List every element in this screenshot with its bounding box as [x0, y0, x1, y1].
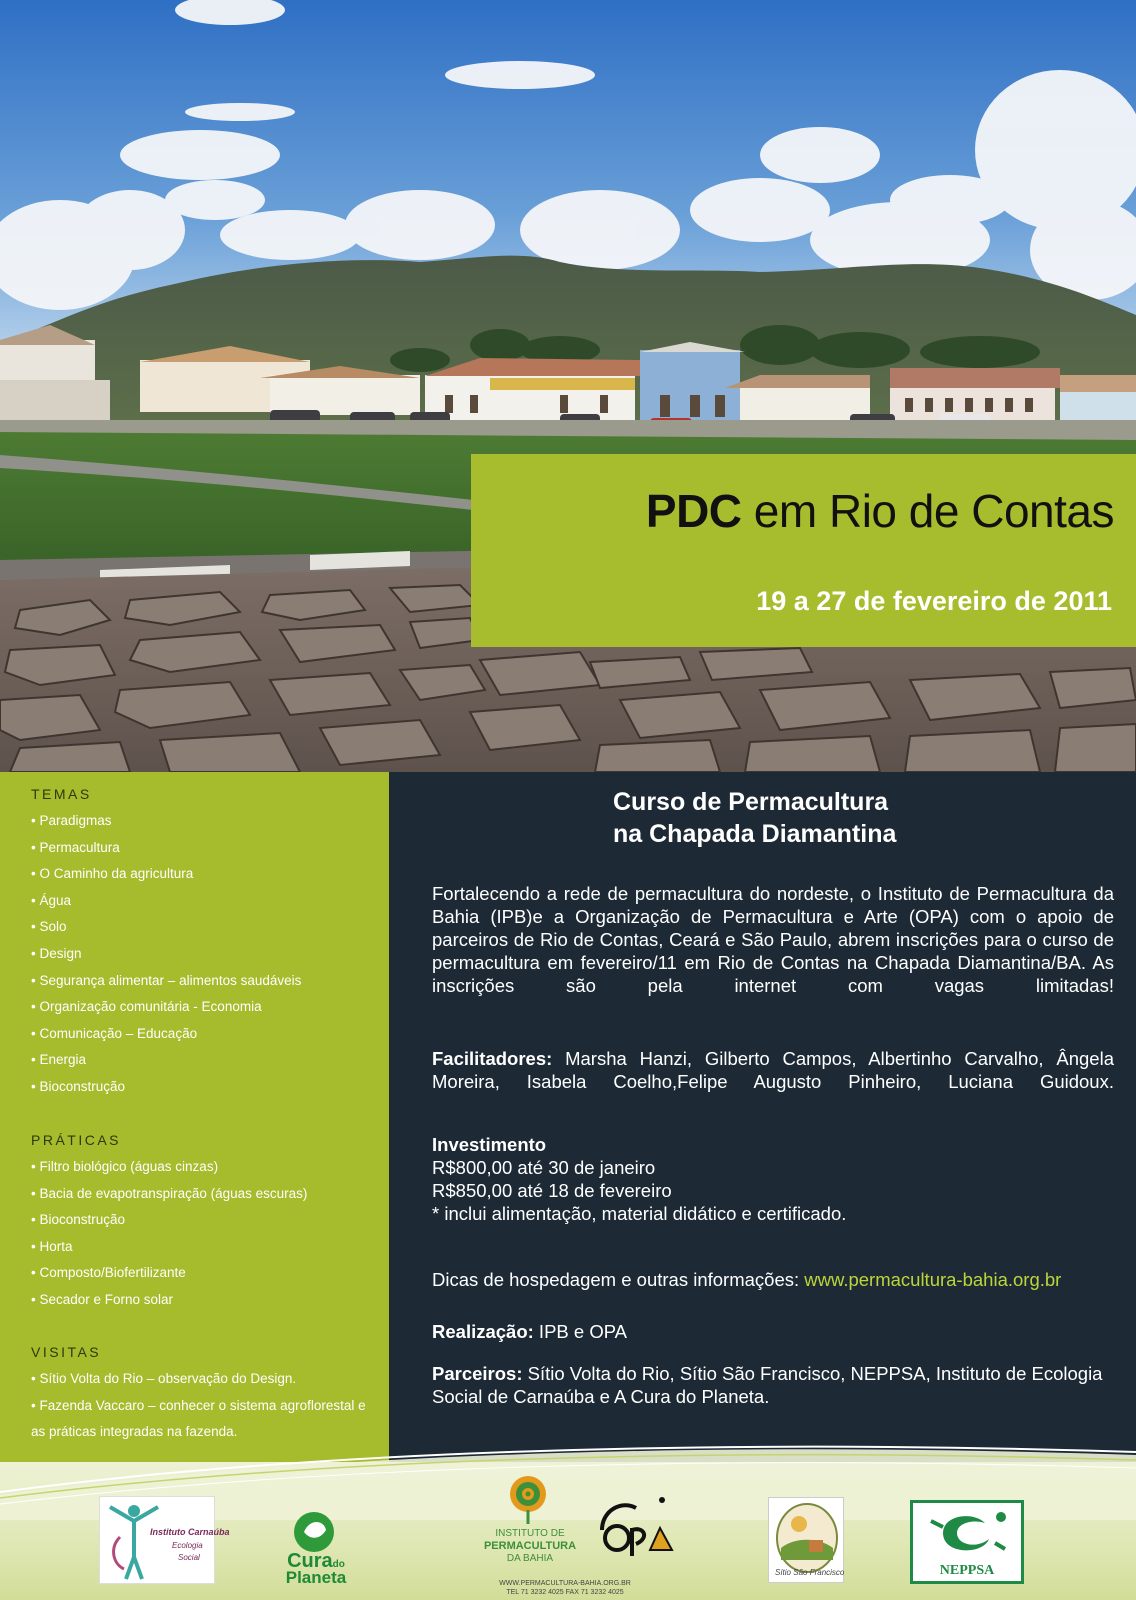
investimento-line: R$800,00 até 30 de janeiro — [432, 1157, 656, 1178]
list-item: • Filtro biológico (águas cinzas) — [31, 1154, 307, 1181]
list-item: • Bioconstrução — [31, 1074, 301, 1101]
opa-icon — [592, 1490, 676, 1570]
ipb-line: DA BAHIA — [506, 1553, 554, 1564]
ipb-url: WWW.PERMACULTURA-BAHIA.ORG.BR — [499, 1580, 631, 1587]
facilitadores-paragraph — [432, 1047, 1114, 1093]
facilitadores-label: Facilitadores: — [432, 1048, 553, 1069]
ipb-phone: TEL 71 3232 4025 FAX 71 3232 4025 — [506, 1589, 624, 1596]
sitio-name: Sítio São Francisco — [775, 1568, 845, 1577]
website-link[interactable]: www.permacultura-bahia.org.br — [804, 1269, 1062, 1290]
temas-list — [31, 808, 301, 1101]
list-item: • Permacultura — [31, 835, 301, 862]
realizacao-value: IPB e OPA — [533, 1321, 628, 1342]
poster-title: PDC em Rio de Contas — [645, 485, 1114, 537]
course-title-line: Curso de Permacultura — [613, 788, 889, 816]
carnauba-name: Instituto Carnaúba — [150, 1527, 230, 1537]
praticas-list — [31, 1154, 307, 1314]
neppsa-swirl-icon — [913, 1503, 1021, 1563]
topics-panel — [0, 772, 389, 1462]
sitio-sao-francisco-logo — [768, 1497, 844, 1583]
hero-photo — [0, 0, 1136, 772]
realizacao-label: Realização: — [432, 1321, 534, 1342]
course-title-line: na Chapada Diamantina — [613, 820, 897, 848]
ipb-line: INSTITUTO DE — [495, 1528, 565, 1539]
poster-date: 19 a 27 de fevereiro de 2011 — [756, 586, 1112, 616]
neppsa-logo — [910, 1500, 1024, 1584]
cura-do-planeta-logo — [270, 1508, 362, 1586]
list-item: • Horta — [31, 1234, 307, 1261]
carnauba-line: Social — [178, 1553, 200, 1562]
list-item: • Fazenda Vaccaro – conhecer o sistema agroflorestal e as práticas integradas na fazenda. — [31, 1393, 381, 1420]
list-item: • Bacia de evapotranspiração (águas escuras) — [31, 1181, 307, 1208]
list-item: • Composto/Biofertilizante — [31, 1260, 307, 1287]
visitas-heading: VISITAS — [31, 1344, 102, 1360]
list-item: • Secador e Forno solar — [31, 1287, 307, 1314]
temas-heading: TEMAS — [31, 786, 92, 802]
investimento-line: * inclui alimentação, material didático e certificado. — [432, 1203, 847, 1224]
list-item: • Organização comunitária - Economia — [31, 994, 301, 1021]
cura-small: do — [332, 1559, 345, 1570]
opa-logo — [592, 1490, 676, 1570]
cura-word: Cura — [287, 1550, 333, 1572]
neppsa-name: NEPPSA — [939, 1563, 995, 1578]
investimento-block — [432, 1133, 1114, 1225]
parceiros-label: Parceiros: — [432, 1363, 523, 1384]
title-banner — [471, 454, 1136, 647]
list-item: • Sítio Volta do Rio – observação do Design. — [31, 1366, 381, 1393]
list-item: • Água — [31, 888, 301, 915]
dicas-line — [432, 1268, 1114, 1291]
list-item: • Design — [31, 941, 301, 968]
investimento-label: Investimento — [432, 1134, 547, 1155]
carnauba-line: Ecologia — [172, 1541, 203, 1550]
cura-line: Planeta — [285, 1568, 347, 1587]
course-info-panel — [389, 772, 1136, 1462]
dicas-text: Dicas de hospedagem e outras informações: — [432, 1269, 805, 1290]
list-item: • Segurança alimentar – alimentos saudáveis — [31, 968, 301, 995]
ipb-line: PERMACULTURA — [483, 1540, 577, 1552]
intro-paragraph: Fortalecendo a rede de permacultura do nordeste, o Instituto de Permacultura da Bahia (IPB)e a Organização de Permacultura e Arte (OPA) com o apoio de parceiros de Rio de Contas, Ceará e São Paulo, abrem inscrições para o curso de permacultura em fevereiro/11 em Rio de Contas na Chapada Diamantina/BA. As inscrições são pela internet com vagas limitadas! — [432, 883, 1114, 996]
facilitadores-names: Marsha Hanzi, Gilberto Campos, Albertinho Carvalho, Ângela Moreira, Isabela Coelho,Felipe Augusto Pinheiro, Luciana Guidoux. — [432, 1048, 1114, 1092]
praticas-heading: PRÁTICAS — [31, 1132, 122, 1148]
list-item: • O Caminho da agricultura — [31, 861, 301, 888]
list-item: • Solo — [31, 914, 301, 941]
parceiros-value: Sítio Volta do Rio, Sítio São Francisco, NEPPSA, Instituto de Ecologia Social de Carnaúba e A Cura do Planeta. — [432, 1363, 1103, 1407]
carnauba-logo — [99, 1496, 230, 1584]
realizacao-line — [432, 1320, 1114, 1343]
investimento-line: R$850,00 até 18 de fevereiro — [432, 1180, 672, 1201]
course-title — [613, 786, 896, 850]
list-item: • Bioconstrução — [31, 1207, 307, 1234]
list-item: • Paradigmas — [31, 808, 301, 835]
list-item: • Energia — [31, 1047, 301, 1074]
list-item: • Comunicação – Educação — [31, 1021, 301, 1048]
